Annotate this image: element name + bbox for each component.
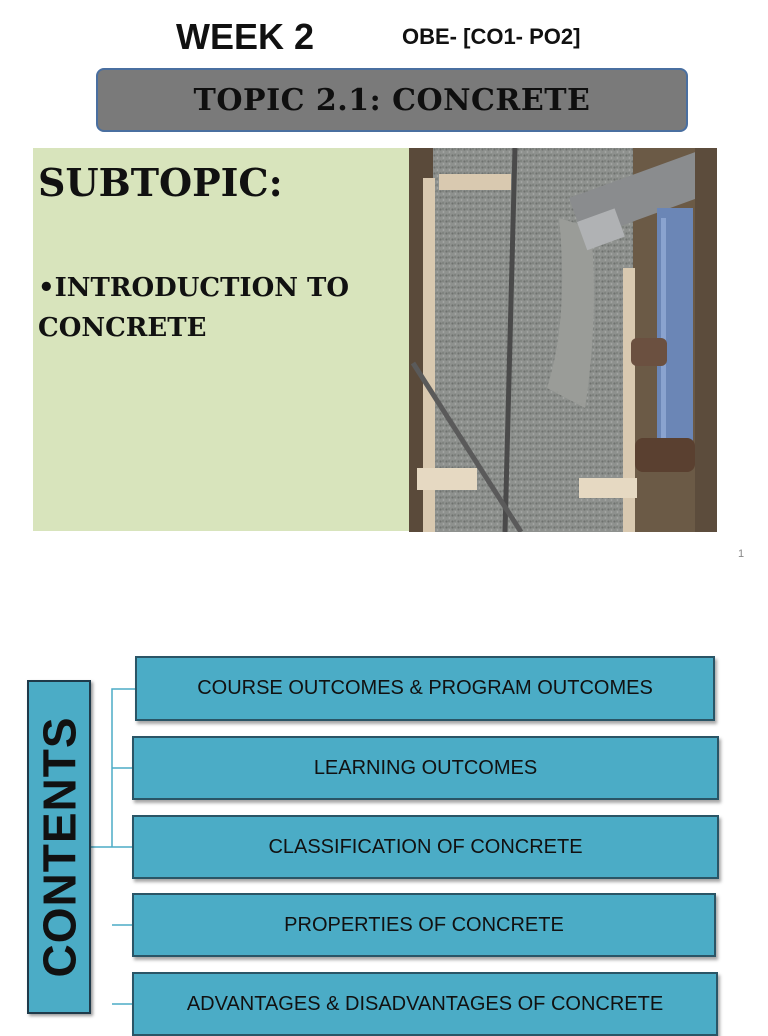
obe-label: OBE- [CO1- PO2]: [402, 24, 581, 49]
slide-number: 1: [738, 548, 745, 560]
contents-item-label: ADVANTAGES & DISADVANTAGES OF CONCRETE: [186, 992, 664, 1015]
subtopic-item: •INTRODUCTION TO CONCRETE: [38, 273, 350, 343]
week-label: WEEK 2: [176, 16, 315, 57]
topic-title: TOPIC 2.1: CONCRETE: [193, 82, 591, 118]
contents-item-course-outcomes: [135, 656, 715, 721]
contents-item-label: CLASSIFICATION OF CONCRETE: [268, 835, 583, 858]
contents-item-advantages: [132, 972, 718, 1036]
contents-label: CONTENTS: [33, 716, 85, 978]
contents-heading: [27, 680, 91, 1014]
contents-item-label: LEARNING OUTCOMES: [313, 756, 538, 779]
contents-item-label: PROPERTIES OF CONCRETE: [284, 913, 564, 936]
subtopic-heading: SUBTOPIC:: [38, 160, 283, 205]
contents-item-properties: [132, 893, 716, 957]
contents-item-label: COURSE OUTCOMES & PROGRAM OUTCOMES: [197, 677, 653, 699]
contents-item-learning-outcomes: [132, 736, 719, 800]
contents-item-classification: [132, 815, 719, 879]
